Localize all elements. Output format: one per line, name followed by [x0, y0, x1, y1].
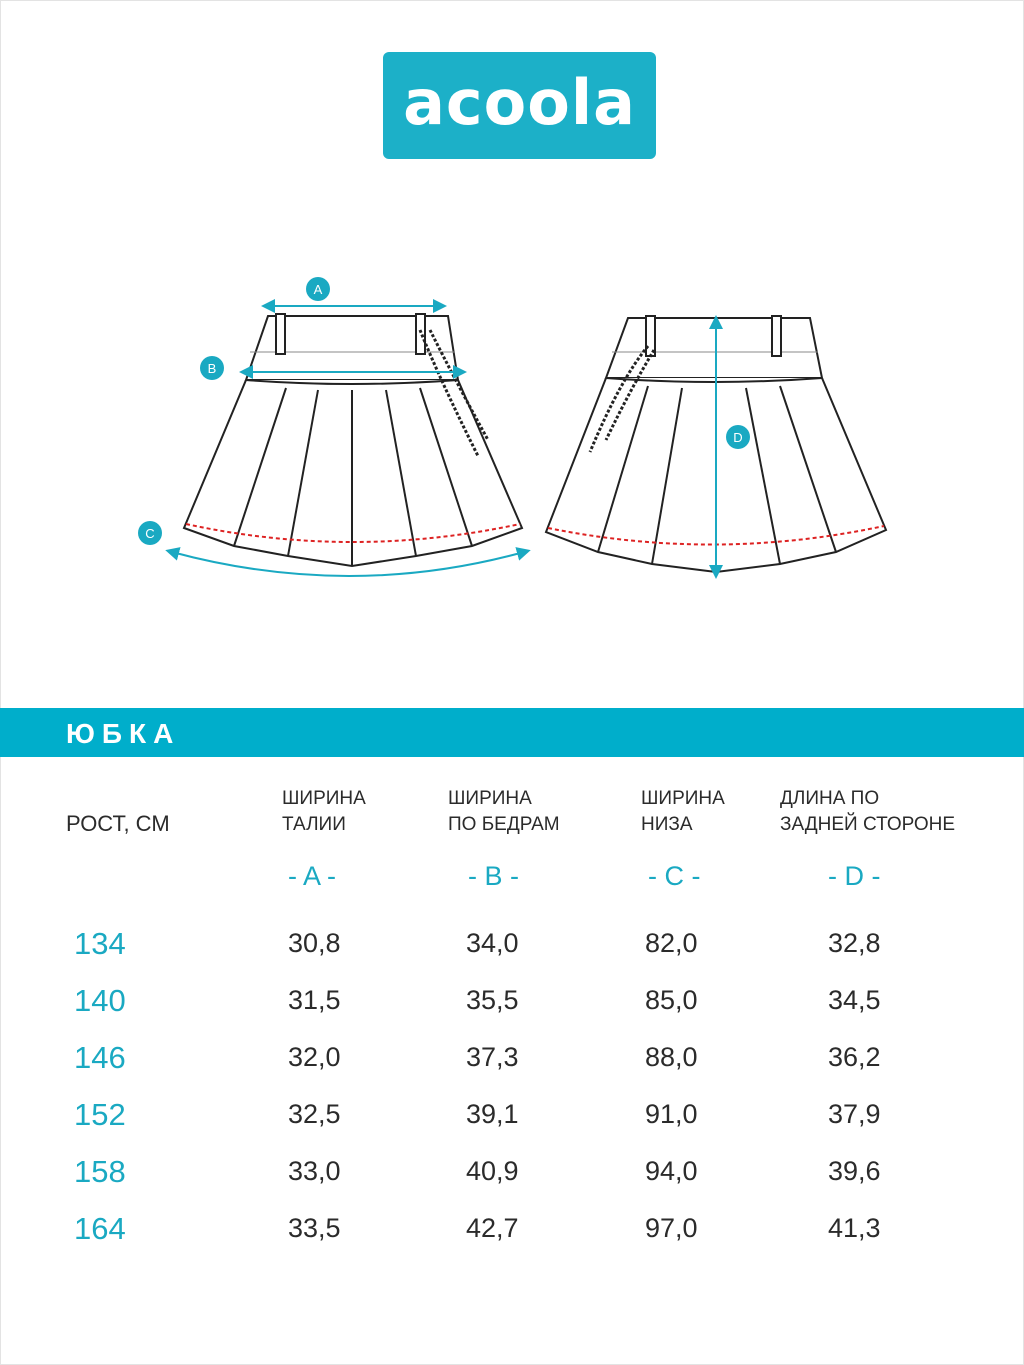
hem-cell: 88,0 [645, 1042, 698, 1072]
waist-cell: 30,8 [288, 928, 341, 958]
column-header-line1: ШИРИНА [448, 788, 532, 809]
hips-cell: 39,1 [466, 1099, 519, 1129]
column-code-a: - A - [288, 861, 337, 891]
height-cell: 134 [74, 926, 126, 961]
hips-cell: 34,0 [466, 928, 519, 958]
column-header-waist [282, 786, 366, 838]
column-code-d: - D - [828, 861, 881, 891]
column-header-line2: ПО БЕДРАМ [448, 814, 560, 835]
height-cell: 158 [74, 1154, 126, 1189]
label-c: C [145, 526, 155, 541]
back-length-cell: 34,5 [828, 985, 881, 1015]
skirt-front-drawing [184, 314, 522, 566]
logo-text: acoola [403, 66, 636, 139]
column-header-line2: ТАЛИИ [282, 814, 346, 835]
waist-cell: 32,0 [288, 1042, 341, 1072]
hips-cell: 42,7 [466, 1213, 519, 1243]
label-b: B [207, 361, 217, 376]
hips-cell: 35,5 [466, 985, 519, 1015]
skirt-measurement-diagram [0, 200, 1024, 620]
waist-cell: 32,5 [288, 1099, 341, 1129]
column-header-line2: НИЗА [641, 814, 693, 835]
back-length-cell: 37,9 [828, 1099, 881, 1129]
height-cell: 164 [74, 1211, 126, 1246]
back-length-cell: 32,8 [828, 928, 881, 958]
back-length-cell: 41,3 [828, 1213, 881, 1243]
section-title: ЮБКА [66, 718, 181, 749]
height-cell: 146 [74, 1040, 126, 1075]
waist-cell: 33,5 [288, 1213, 341, 1243]
column-header-hips [448, 786, 560, 838]
back-length-cell: 36,2 [828, 1042, 881, 1072]
height-cell: 152 [74, 1097, 126, 1132]
column-header-line1: ШИРИНА [282, 788, 366, 809]
column-header-line1: ШИРИНА [641, 788, 725, 809]
waist-cell: 31,5 [288, 985, 341, 1015]
column-code-c: - C - [648, 861, 701, 891]
row-header-height: РОСТ, СМ [66, 811, 170, 836]
height-cell: 140 [74, 983, 126, 1018]
hem-cell: 94,0 [645, 1156, 698, 1186]
waist-cell: 33,0 [288, 1156, 341, 1186]
column-header-line1: ДЛИНА ПО [780, 788, 880, 809]
section-header-band [0, 708, 1024, 757]
label-d: D [733, 430, 743, 445]
column-code-b: - B - [468, 861, 519, 891]
hips-cell: 40,9 [466, 1156, 519, 1186]
column-header-line2: ЗАДНЕЙ СТОРОНЕ [780, 814, 956, 835]
hem-cell: 97,0 [645, 1213, 698, 1243]
column-header-hem [641, 786, 725, 838]
hips-cell: 37,3 [466, 1042, 519, 1072]
column-header-back-length [780, 786, 955, 838]
hem-cell: 82,0 [645, 928, 698, 958]
brand-logo [383, 52, 656, 159]
back-length-cell: 39,6 [828, 1156, 881, 1186]
hem-cell: 85,0 [645, 985, 698, 1015]
label-a: A [313, 282, 323, 297]
hem-cell: 91,0 [645, 1099, 698, 1129]
